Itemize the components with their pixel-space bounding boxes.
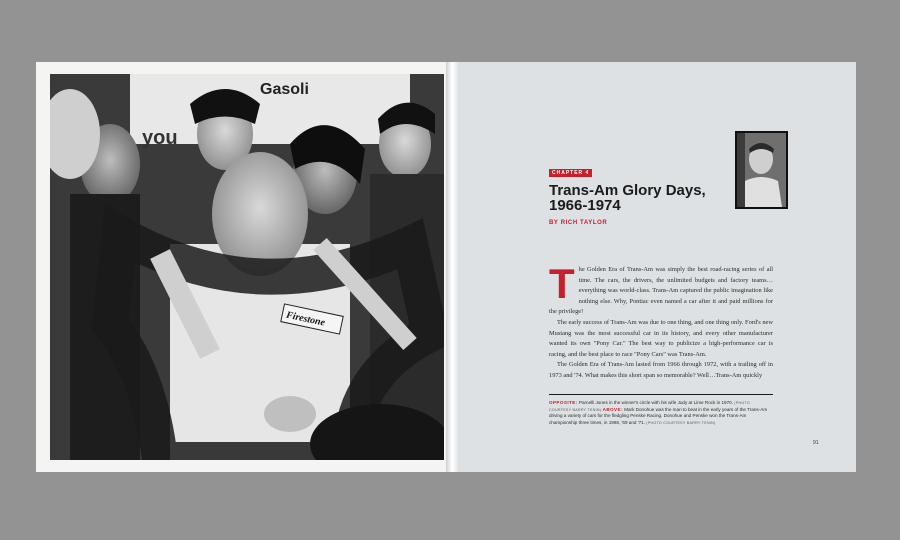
svg-text:you: you	[142, 127, 178, 149]
photo-caption	[549, 400, 773, 426]
winner-circle-photo	[50, 74, 444, 460]
caption-opposite-label: OPPOSITE:	[549, 400, 578, 405]
chapter-title-line-2: 1966-1974	[549, 197, 621, 214]
right-page	[458, 62, 856, 472]
drop-cap: T	[549, 260, 575, 307]
caption-opposite-credit: (PHOTO COURTESY BARRY TENIN)	[549, 401, 750, 412]
byline: BY RICH TAYLOR	[549, 220, 608, 226]
body-text	[549, 260, 773, 382]
chapter-title	[549, 183, 739, 213]
chapter-title-line-1: Trans-Am Glory Days,	[549, 182, 706, 199]
caption-above-credit: (PHOTO COURTESY BARRY TENIN)	[646, 420, 716, 425]
firestone-patch-text: Firestone	[285, 309, 326, 329]
paragraph-2: The early success of Trans-Am was due to one thing, and one thing only. Ford's new Mustang was the most successful car in its history, and every other manufacturer wanted its own "Pony Car." The best way to publicize a high-performance car is racing, and the best place to race "Pony Cars" was Trans-Am.	[549, 318, 773, 358]
donohue-portrait-photo	[735, 131, 788, 209]
chapter-label: CHAPTER 4	[549, 169, 592, 177]
book-gutter	[446, 62, 458, 472]
left-page	[36, 62, 447, 472]
paragraph-1: he Golden Era of Trans-Am was simply the best road-racing series of all time. The cars, the drivers, the unlimited budgets and factory teams… everything was world-class. Trans-Am captured the public imagination like nothing else. Why, Pontiac even named a car after it and paid millions for the privilege!	[549, 266, 773, 316]
caption-above-label: ABOVE:	[602, 406, 623, 412]
caption-above-text: Mark Donohue was the man to beat in the early years of the Trans-Am driving a variety of cars for the fledgling Penske Racing. Donohue and Penske won the Trans-Am championship three times, in 1968, '69 and '71.	[549, 406, 768, 425]
sign-text: Gasoli	[260, 81, 309, 98]
caption-opposite-text: Parnelli Jones in the winner's circle with his wife Judy at Lime Rock in 1970.	[577, 400, 735, 405]
page-number: 91	[813, 440, 819, 446]
paragraph-3: The Golden Era of Trans-Am lasted from 1966 through 1972, with a trailing off in 1973 and '74. What makes this short span so memorable? Well…Trans-Am quickly	[549, 361, 773, 379]
book-spread	[36, 62, 856, 472]
caption-rule	[549, 394, 773, 395]
